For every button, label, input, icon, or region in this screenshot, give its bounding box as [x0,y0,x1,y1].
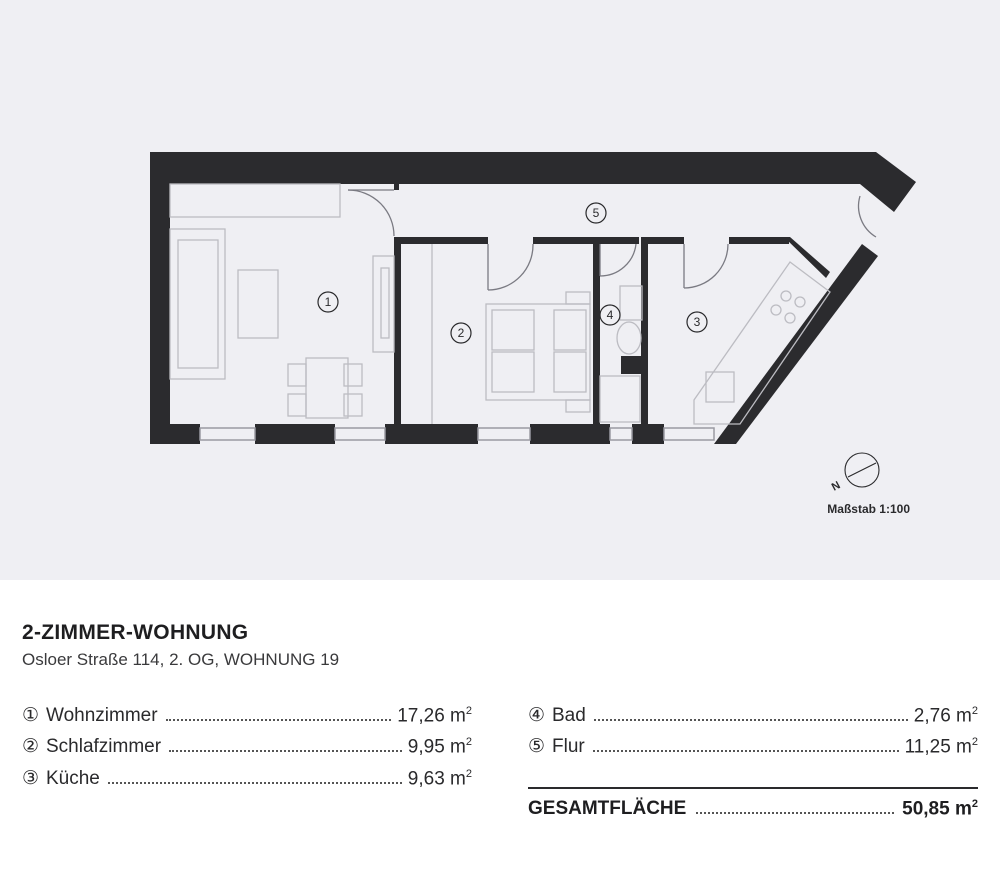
room-marker-1: 1 [324,295,332,309]
chair [288,394,306,416]
room-name: Bad [552,705,586,726]
wall-bedroom-bath [593,237,600,425]
room-name: Flur [552,736,585,757]
total-area-row [528,797,978,827]
pillow [492,310,534,350]
room-area: 9,63 $m^2$ [407,767,472,789]
shower [600,376,640,422]
room-row-wohnzimmer [22,704,472,730]
wall-kitchen-top [729,237,789,244]
room-name: Schlafzimmer [46,736,162,757]
interior-wall [394,184,399,190]
compass-needle-icon [848,463,876,477]
room-marker: ④ [528,705,546,726]
stove-burner [771,305,781,315]
wall-bath-kitchen [641,237,648,425]
door-swing [859,196,876,237]
window [335,428,385,440]
stove-burner [781,291,791,301]
bottom-wall-seg [632,424,664,444]
door-swing [488,244,533,290]
bottom-wall-seg [385,424,478,444]
room-area: 11,25 $m^2$ [904,735,978,757]
chair [344,364,362,386]
room-area: 17,26 $m^2$ [397,704,472,726]
door-swing [684,244,728,288]
room-name: Wohnzimmer [46,705,158,726]
dining-table [306,358,348,418]
nightstand [566,400,590,412]
room-marker: ③ [22,768,40,789]
dot-leader [593,735,899,752]
wall-living-bedroom [394,237,401,425]
window [610,428,632,440]
apartment-title: 2-ZIMMER-WOHNUNG [22,621,249,644]
window [664,428,714,440]
room-row-bad [528,704,978,730]
room-marker: ⑤ [528,736,546,757]
door-swing [600,244,636,276]
room-marker: ② [22,736,40,757]
dot-leader [696,797,894,814]
room-area: 2,76 $m^2$ [913,704,978,726]
scale-label: Maßstab 1:100 [827,502,910,516]
bottom-wall-seg [255,424,335,444]
furniture [170,184,830,424]
window [478,428,530,440]
wall-kitchen-diag [784,237,830,278]
room-marker-5: 5 [592,206,600,220]
window [200,428,255,440]
bottom-wall-seg [150,424,200,444]
coffee-table [238,270,278,338]
room-marker-3: 3 [693,315,701,329]
washbasin [620,286,642,320]
dot-leader [594,704,908,721]
sofa-seat [178,240,218,368]
room-row-flur [528,735,978,761]
dot-leader [166,704,392,721]
pillow [554,352,586,392]
north-label: N [829,479,843,494]
bottom-wall-seg [530,424,610,444]
room-marker-4: 4 [606,308,614,322]
total-divider [528,787,978,789]
wall-bath-block [621,356,643,374]
pillow [554,310,586,350]
wall-bedroom-top [533,237,639,244]
apartment-address: Osloer Straße 114, 2. OG, WOHNUNG 19 [22,650,340,669]
room-name: Küche [46,768,100,789]
room-marker: ① [22,705,40,726]
outer-wall-diagonal [714,244,878,444]
stove-burner [785,313,795,323]
chair [288,364,306,386]
pillow [492,352,534,392]
total-label: GESAMTFLÄCHE [528,798,687,819]
room-markers [318,203,707,343]
door-swing [348,190,394,236]
tv [381,268,389,338]
nightstand [566,292,590,304]
dot-leader [169,735,402,752]
toilet [617,322,641,354]
room-row-kueche [22,767,472,793]
chair [344,394,362,416]
room-row-schlafzimmer [22,735,472,761]
total-area: 50,85 $m^2$ [902,797,978,819]
wardrobe [170,184,340,217]
wall-bedroom-top [394,237,488,244]
north-compass [830,453,879,494]
stove-burner [795,297,805,307]
room-area: 9,95 $m^2$ [407,735,472,757]
dot-leader [108,767,402,784]
outer-wall-left [150,184,170,444]
room-marker-2: 2 [457,326,465,340]
